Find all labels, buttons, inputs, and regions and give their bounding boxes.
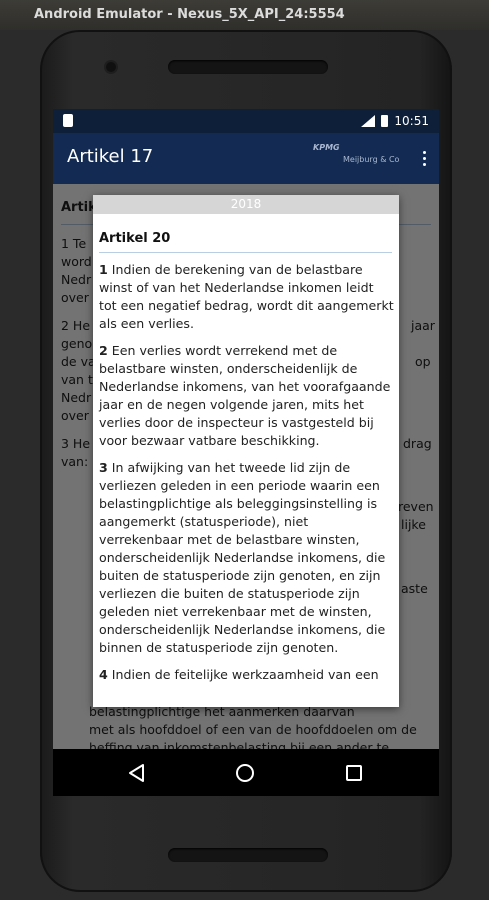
window-title: Android Emulator - Nexus_5X_API_24:5554 <box>34 7 345 22</box>
paragraph <box>99 342 395 450</box>
top-speaker <box>168 60 328 74</box>
paragraph-number: 2 <box>99 343 108 358</box>
battery-icon <box>381 115 388 127</box>
article-dialog <box>93 195 399 707</box>
home-circle-icon[interactable] <box>233 761 257 785</box>
navigation-bar <box>53 749 439 796</box>
paragraph <box>99 459 395 657</box>
status-time: 10:51 <box>394 114 429 128</box>
overflow-menu-icon[interactable] <box>423 151 427 169</box>
paragraph-text: Indien de feitelijke werkzaamheid van een <box>111 667 379 682</box>
paragraph-number: 3 <box>99 460 108 475</box>
status-bar <box>53 109 439 133</box>
paragraph-number: 1 <box>99 262 108 277</box>
paragraph-text: Indien de berekening van de belastbare winst of van het Nederlandse inkomen leidt tot een negatief bedrag, wordt dit aangemerkt als een verlies. <box>99 262 394 331</box>
notification-sd-icon <box>63 114 73 127</box>
dialog-title: Artikel 20 <box>99 231 171 246</box>
bottom-speaker <box>168 848 328 862</box>
device-screen <box>53 109 439 796</box>
paragraph <box>99 261 395 333</box>
front-camera-icon <box>106 62 116 72</box>
logo-text: Meijburg & Co <box>343 155 400 164</box>
signal-icon <box>361 115 375 127</box>
paragraph <box>99 666 395 684</box>
paragraph-text: Een verlies wordt verrekend met de belastbare winsten, onderscheidenlijk de Nederlandse inkomens, van het voorafgaande jaar en de negen volgende jaren, mits het verlies door de inspecteur is vastgesteld bij voor bezwaar vatbare beschikking. <box>99 343 391 448</box>
emulator-title-bar <box>0 0 489 30</box>
app-bar <box>53 133 439 184</box>
paragraph-number: 4 <box>99 667 108 682</box>
page-title: Artikel 17 <box>67 146 154 167</box>
dialog-body[interactable] <box>99 261 395 693</box>
back-triangle-icon[interactable] <box>125 761 149 785</box>
kpmg-logo <box>311 143 400 171</box>
dialog-year-header: 2018 <box>93 195 399 214</box>
logo-brand: KPMG <box>313 143 340 152</box>
dialog-divider <box>99 252 392 253</box>
recents-square-icon[interactable] <box>342 761 366 785</box>
paragraph-text: In afwijking van het tweede lid zijn de verliezen geleden in een periode waarin een belastingplichtige als beleggingsinstelling is aangemerkt (statusperiode), niet verrekenbaar met de belastbare winsten, onderscheidenlijk Nederlandse inkomens, die buiten de statusperiode zijn genoten, en zijn verliezen die buiten de statusperiode zijn geleden niet verrekenbaar met de winsten, onderscheidenlijk Nederlandse inkomens, die binnen de statusperiode zijn genoten. <box>99 460 386 655</box>
